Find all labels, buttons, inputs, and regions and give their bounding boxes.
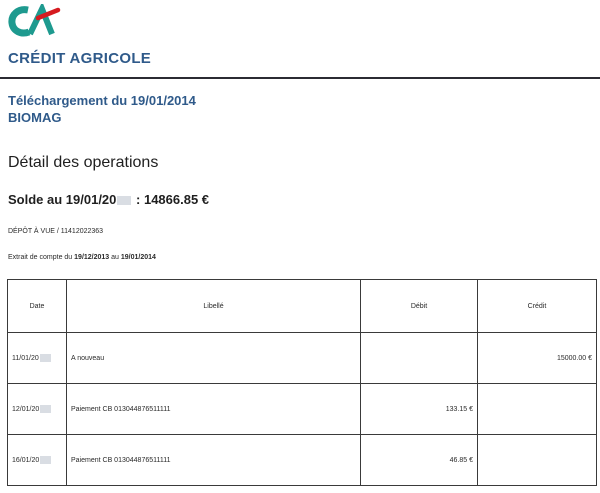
row-debit: [361, 333, 478, 384]
redacted-year-block: [117, 196, 131, 205]
account-holder: BIOMAG: [8, 110, 62, 125]
header-label: Libellé: [67, 280, 361, 333]
header-debit: Débit: [361, 280, 478, 333]
statement-period: [8, 254, 156, 261]
header-divider: [0, 77, 600, 79]
balance-amount: : 14866.85 €: [132, 192, 210, 207]
header-credit: Crédit: [478, 280, 597, 333]
row-credit: [478, 384, 597, 435]
row-credit: 15000.00 €: [478, 333, 597, 384]
section-title: Détail des operations: [8, 154, 159, 171]
period-from: 19/12/2013: [74, 254, 110, 261]
row-label: Paiement CB 013044876511111: [67, 384, 361, 435]
credit-agricole-logo: [8, 4, 62, 40]
row-credit: [478, 435, 597, 486]
redacted-year-block: [40, 354, 51, 362]
download-title: Téléchargement du 19/01/2014: [8, 93, 196, 108]
operations-table: [7, 279, 597, 486]
account-line: DÉPÔT À VUE / 11412022363: [8, 228, 104, 235]
table-row: [8, 435, 597, 486]
row-label: A nouveau: [67, 333, 361, 384]
row-date: 12/01/20: [8, 384, 67, 435]
row-date: 11/01/20: [8, 333, 67, 384]
balance-line: [8, 192, 209, 207]
row-label: Paiement CB 013044876511111: [67, 435, 361, 486]
row-debit: 133.15 €: [361, 384, 478, 435]
row-debit: 46.85 €: [361, 435, 478, 486]
period-prefix: Extrait de compte du: [8, 254, 75, 261]
row-date: 16/01/20: [8, 435, 67, 486]
table-row: [8, 333, 597, 384]
brand-name: CRÉDIT AGRICOLE: [8, 50, 152, 67]
balance-label-prefix: Solde au 19/01/20: [8, 192, 117, 207]
period-middle: au: [109, 254, 121, 261]
redacted-year-block: [40, 456, 51, 464]
period-to: 19/01/2014: [120, 254, 156, 261]
header-date: Date: [8, 280, 67, 333]
table-row: [8, 384, 597, 435]
redacted-year-block: [40, 405, 51, 413]
table-header-row: [8, 280, 597, 333]
